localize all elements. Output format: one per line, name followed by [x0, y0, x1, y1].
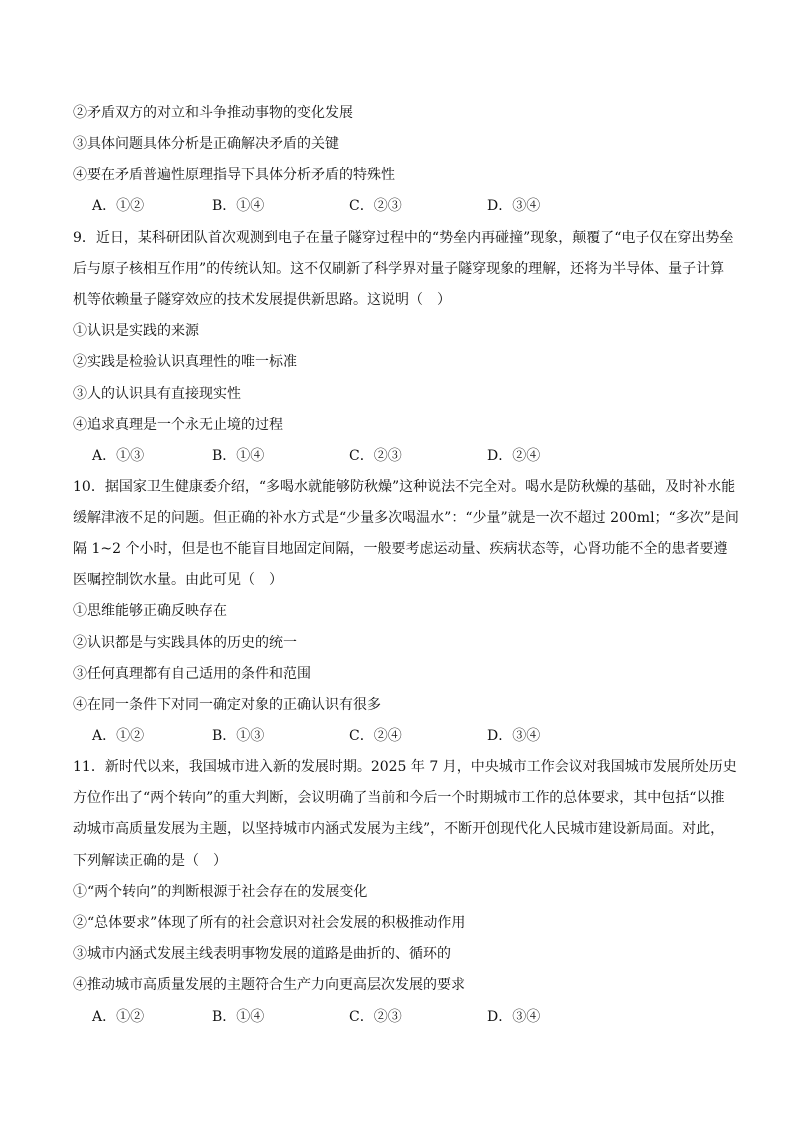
q11-stem-line-3: 动城市高质量发展为主题，以坚持城市内涵式发展为主线”，不断开创现代化人民城市建设新局面。对此，: [73, 821, 725, 837]
q11-stem-line-2: 方位作出了“两个转向”的重大判断，会议明确了当前和今后一个时期城市工作的总体要求，其中包括“以推: [73, 790, 725, 806]
q8-statement-4: ④要在矛盾普遍性原理指导下具体分析矛盾的特殊性: [73, 167, 395, 183]
q9-statement-2: ②实践是检验认识真理性的唯一标准: [73, 354, 297, 370]
q9-option-c[interactable]: C．②③: [349, 448, 402, 464]
q9-option-d[interactable]: D．②④: [487, 448, 541, 464]
q11-stem-line-1: 11．新时代以来，我国城市进入新的发展时期。2025 年 7 月，中央城市工作会议对我国城市发展所处历史: [73, 759, 737, 775]
q11-statement-1: ①“两个转向”的判断根源于社会存在的发展变化: [73, 884, 368, 900]
q11-option-c[interactable]: C．②③: [349, 1009, 402, 1025]
q9-options: [92, 447, 712, 465]
q9-stem-line-2: 后与原子核相互作用”的传统认知。这不仅刷新了科学界对量子隧穿现象的理解，还将为半导体、量子计算: [73, 261, 725, 277]
q10-statement-1: ①思维能够正确反映存在: [73, 603, 227, 619]
q10-stem-line-1: 10．据国家卫生健康委介绍，“多喝水就能够防秋燥”这种说法不完全对。喝水是防秋燥的基础，及时补水能: [73, 479, 736, 495]
q9-statement-1: ①认识是实践的来源: [73, 323, 199, 339]
q10-statement-4: ④在同一条件下对同一确定对象的正确认识有很多: [73, 697, 381, 713]
q10-stem-line-2: 缓解津液不足的问题。但正确的补水方式是“少量多次喝温水”：“少量”就是一次不超过 200ml；“多次”是间: [73, 510, 739, 526]
q11-statement-4: ④推动城市高质量发展的主题符合生产力向更高层次发展的要求: [73, 977, 465, 993]
q8-statement-2: ②矛盾双方的对立和斗争推动事物的变化发展: [73, 105, 353, 121]
q9-stem-line-1: 9．近日，某科研团队首次观测到电子在量子隧穿过程中的“势垒内再碰撞”现象，颠覆了“电子仅在穿出势垒: [73, 230, 734, 246]
q11-options: [92, 1008, 712, 1026]
q8-options: [92, 197, 712, 215]
q11-option-b[interactable]: B．①④: [212, 1009, 265, 1025]
q10-stem-line-3: 隔 1~2 个小时，但是也不能盲目地固定间隔，一般要考虑运动量、疾病状态等，心肾功能不全的患者要遵: [73, 541, 728, 557]
q9-stem-line-3: 机等依赖量子隧穿效应的技术发展提供新思路。这说明（ ）: [73, 292, 451, 308]
q9-statement-4: ④追求真理是一个永无止境的过程: [73, 417, 283, 433]
q8-statement-3: ③具体问题具体分析是正确解决矛盾的关键: [73, 136, 339, 152]
q8-option-c[interactable]: C．②③: [349, 198, 402, 214]
q10-option-b[interactable]: B．①③: [212, 728, 265, 744]
q9-statement-3: ③人的认识具有直接现实性: [73, 386, 241, 402]
q9-option-b[interactable]: B．①④: [212, 448, 265, 464]
q10-option-a[interactable]: A．①②: [92, 728, 145, 744]
q10-statement-2: ②认识都是与实践具体的历史的统一: [73, 635, 297, 651]
q10-statement-3: ③任何真理都有自己适用的条件和范围: [73, 666, 311, 682]
q9-option-a[interactable]: A．①③: [92, 448, 145, 464]
q11-option-d[interactable]: D．③④: [487, 1009, 541, 1025]
q11-statement-3: ③城市内涵式发展主线表明事物发展的道路是曲折的、循环的: [73, 946, 451, 962]
q11-stem-line-4: 下列解读正确的是（ ）: [73, 853, 227, 869]
q10-stem-line-4: 医嘱控制饮水量。由此可见（ ）: [73, 572, 283, 588]
q11-option-a[interactable]: A．①②: [92, 1009, 145, 1025]
q10-option-c[interactable]: C．②④: [349, 728, 402, 744]
q8-option-d[interactable]: D．③④: [487, 198, 541, 214]
q8-option-b[interactable]: B．①④: [212, 198, 265, 214]
q10-option-d[interactable]: D．③④: [487, 728, 541, 744]
q8-option-a[interactable]: A．①②: [92, 198, 145, 214]
q11-statement-2: ②“总体要求”体现了所有的社会意识对社会发展的积极推动作用: [73, 915, 466, 931]
q10-options: [92, 727, 712, 745]
